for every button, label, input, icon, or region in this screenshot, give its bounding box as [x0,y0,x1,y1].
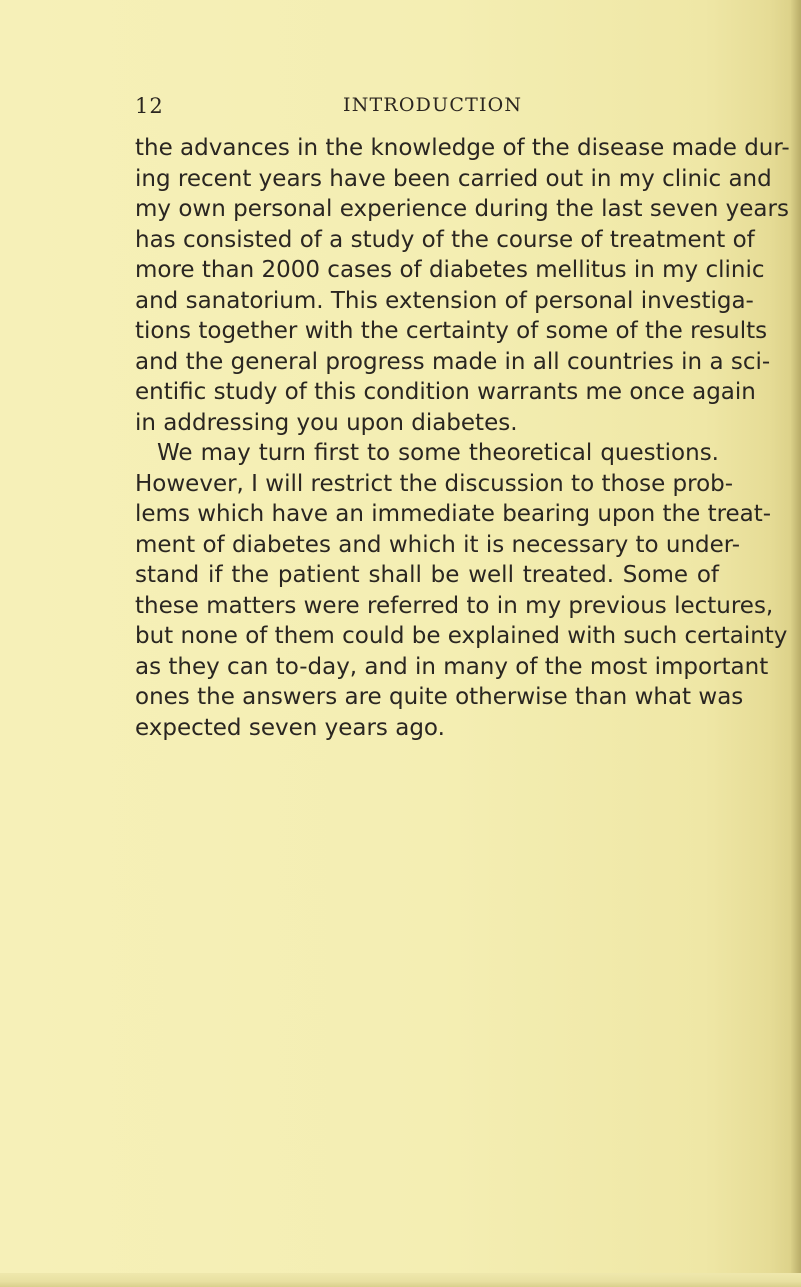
text-line: has consisted of a study of the course of treatment of [135,226,755,253]
text-line: the advances in the knowledge of the disease made dur- [135,135,790,161]
text-line: more than 2000 cases of diabetes mellitus in my clinic [135,257,765,283]
text-line: stand if the patient shall be well treated. Some of [135,562,719,588]
running-head [0,94,801,126]
text-line: ing recent years have been carried out in my clinic and [135,165,772,192]
text-line: as they can to-day, and in many of the most important [135,653,769,680]
text-line: and sanatorium. This extension of personal investiga- [135,287,754,314]
text-line: tions together with the certainty of some of the results [135,318,768,344]
text-line: entific study of this condition warrants me once again [135,379,756,405]
text-line: We may turn first to some theoretical questions. [157,440,719,466]
text-line: my own personal experience during the last seven years [135,196,789,222]
paragraph-2 [135,438,788,743]
text-line: ment of diabetes and which it is necessary to under- [135,531,741,558]
page-edge-shadow [791,0,801,1287]
text-line: but none of them could be explained with such certainty [135,623,788,649]
text-line: these matters were referred to in my previous lectures, [135,592,774,619]
page-bottom-edge [0,1273,801,1287]
body-text [135,133,790,743]
text-line: However, I will restrict the discussion to those prob- [135,470,734,497]
text-line: expected seven years ago. [135,714,445,741]
text-line: in addressing you upon diabetes. [135,409,518,436]
text-line: ones the answers are quite otherwise than what was [135,684,744,710]
paragraph-1 [135,133,790,438]
page-number: 12 [135,94,164,118]
text-line: lems which have an immediate bearing upon the treat- [135,501,772,527]
running-title: INTRODUCTION [343,94,523,116]
text-line: and the general progress made in all countries in a sci- [135,348,771,375]
